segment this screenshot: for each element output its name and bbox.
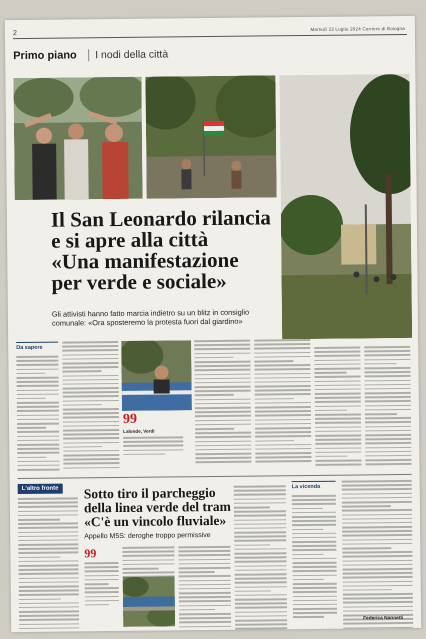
body-column xyxy=(194,340,251,464)
section-subtitle: I nodi della città xyxy=(95,48,169,62)
vicenda-rule xyxy=(292,481,336,482)
caption-author: Lalonde, Verdi xyxy=(123,428,155,434)
section-title: Primo piano xyxy=(13,49,77,63)
body-column xyxy=(342,480,414,629)
second-story-kicker: L'altro fronte xyxy=(18,484,63,494)
main-headline xyxy=(51,206,382,293)
body-column xyxy=(18,497,80,632)
vicenda-text xyxy=(292,495,337,618)
protest-photo xyxy=(13,77,142,200)
headline-line: «C'è un vincolo fluviale» xyxy=(83,512,227,530)
section-separator xyxy=(88,49,89,61)
sidebar-text xyxy=(16,356,59,471)
date-line: Martedì 23 Luglio 2024 Corriere di Bologna xyxy=(310,25,405,32)
newspaper-page xyxy=(5,16,421,632)
body-column xyxy=(314,346,361,465)
headline-line: della linea verde del tram xyxy=(83,498,231,516)
sidebar-rule xyxy=(16,342,58,343)
story-divider xyxy=(18,474,412,479)
park-flag-photo xyxy=(145,75,276,198)
subhead-line: comunale: «Ora sposteremo la protesta fuori dal giardino» xyxy=(51,316,243,328)
quote-icon: 99 xyxy=(122,411,138,427)
page-number: 2 xyxy=(12,30,17,38)
headline-line: «Una manifestazione xyxy=(51,247,239,274)
byline: Federica Nannetti xyxy=(363,616,404,622)
vicenda-label: La vicenda xyxy=(291,483,321,491)
sidebar-label: Da sapere xyxy=(16,344,43,352)
caption-text xyxy=(123,436,183,455)
body-column xyxy=(178,546,231,632)
headline-line: Il San Leonardo rilancia xyxy=(50,205,271,232)
main-subhead xyxy=(52,307,302,328)
tram-line-photo xyxy=(123,576,176,627)
body-column xyxy=(62,341,119,469)
pull-quote-text xyxy=(84,562,118,606)
body-column xyxy=(234,485,288,632)
second-subhead: Appello M5S: deroghe troppo permissive xyxy=(84,532,211,541)
pull-quote-icon: 99 xyxy=(84,546,97,561)
subhead-line: Gli attivisti hanno fatto marcia indietro su un blitz in consiglio xyxy=(51,307,250,319)
headline-line: per verde e sociale» xyxy=(51,268,227,295)
body-column xyxy=(254,339,311,463)
inset-photo xyxy=(121,340,192,411)
headline-line: e si apre alla città xyxy=(50,227,209,253)
body-column xyxy=(364,346,411,465)
headline-line: Sotto tiro il parcheggio xyxy=(83,484,216,502)
header-rule xyxy=(13,34,407,39)
